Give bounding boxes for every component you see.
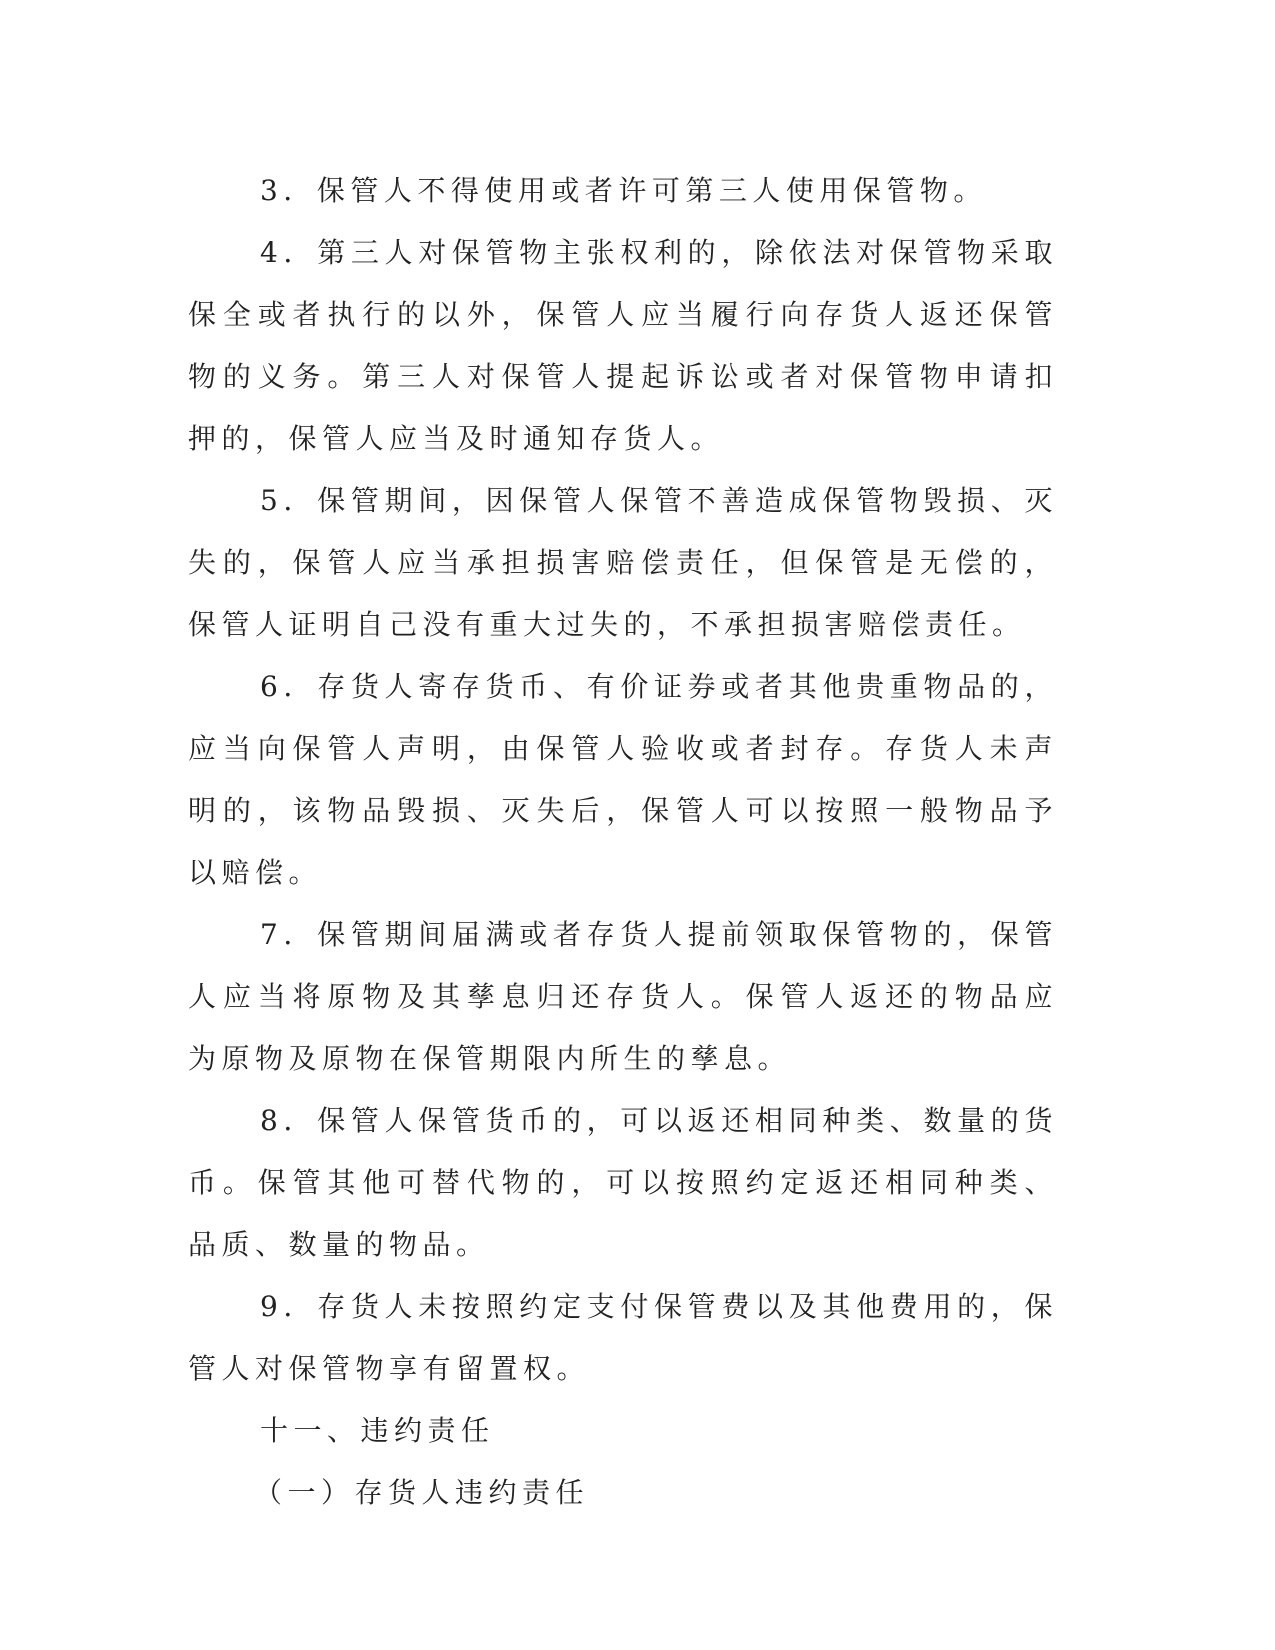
clause-4	[188, 222, 1058, 470]
clause-text: 存货人寄存货币、有价证券或者其他贵重物品的，应当向保管人声明，由保管人验收或者封存。存货人未声明的，该物品毁损、灭失后，保管人可以按照一般物品予以赔偿。	[188, 670, 1058, 889]
clause-number: 8．	[260, 1104, 318, 1137]
clause-5	[188, 470, 1058, 656]
clause-9	[188, 1276, 1058, 1400]
clause-text: 保管人不得使用或者许可第三人使用保管物。	[316, 174, 987, 207]
clause-number: 7．	[260, 918, 318, 951]
clause-number: 3．	[260, 174, 317, 207]
clause-text: 存货人未按照约定支付保管费以及其他费用的，保管人对保管物享有留置权。	[188, 1290, 1058, 1385]
clause-number: 5．	[260, 484, 318, 517]
clause-text: 保管期间，因保管人保管不善造成保管物毁损、灭失的，保管人应当承担损害赔偿责任，但保管是无偿的，保管人证明自己没有重大过失的，不承担损害赔偿责任。	[188, 484, 1058, 641]
clause-7	[188, 904, 1058, 1090]
clause-number: 9．	[260, 1290, 318, 1323]
subsection-heading: （一）存货人违约责任	[254, 1476, 590, 1509]
clause-6	[188, 656, 1058, 904]
clause-8	[188, 1090, 1058, 1276]
clause-number: 4．	[260, 236, 318, 269]
section-heading: 十一、违约责任	[260, 1414, 495, 1447]
clause-text: 保管期间届满或者存货人提前领取保管物的，保管人应当将原物及其孳息归还存货人。保管人返还的物品应为原物及原物在保管期限内所生的孳息。	[188, 918, 1058, 1075]
document-body	[188, 160, 1058, 1524]
clause-text: 保管人保管货币的，可以返还相同种类、数量的货币。保管其他可替代物的，可以按照约定返还相同种类、品质、数量的物品。	[188, 1104, 1058, 1261]
clause-number: 6．	[260, 670, 318, 703]
clause-3	[188, 160, 1058, 222]
clause-text: 第三人对保管物主张权利的，除依法对保管物采取保全或者执行的以外，保管人应当履行向存货人返还保管物的义务。第三人对保管人提起诉讼或者对保管物申请扣押的，保管人应当及时通知存货人。	[188, 236, 1058, 455]
